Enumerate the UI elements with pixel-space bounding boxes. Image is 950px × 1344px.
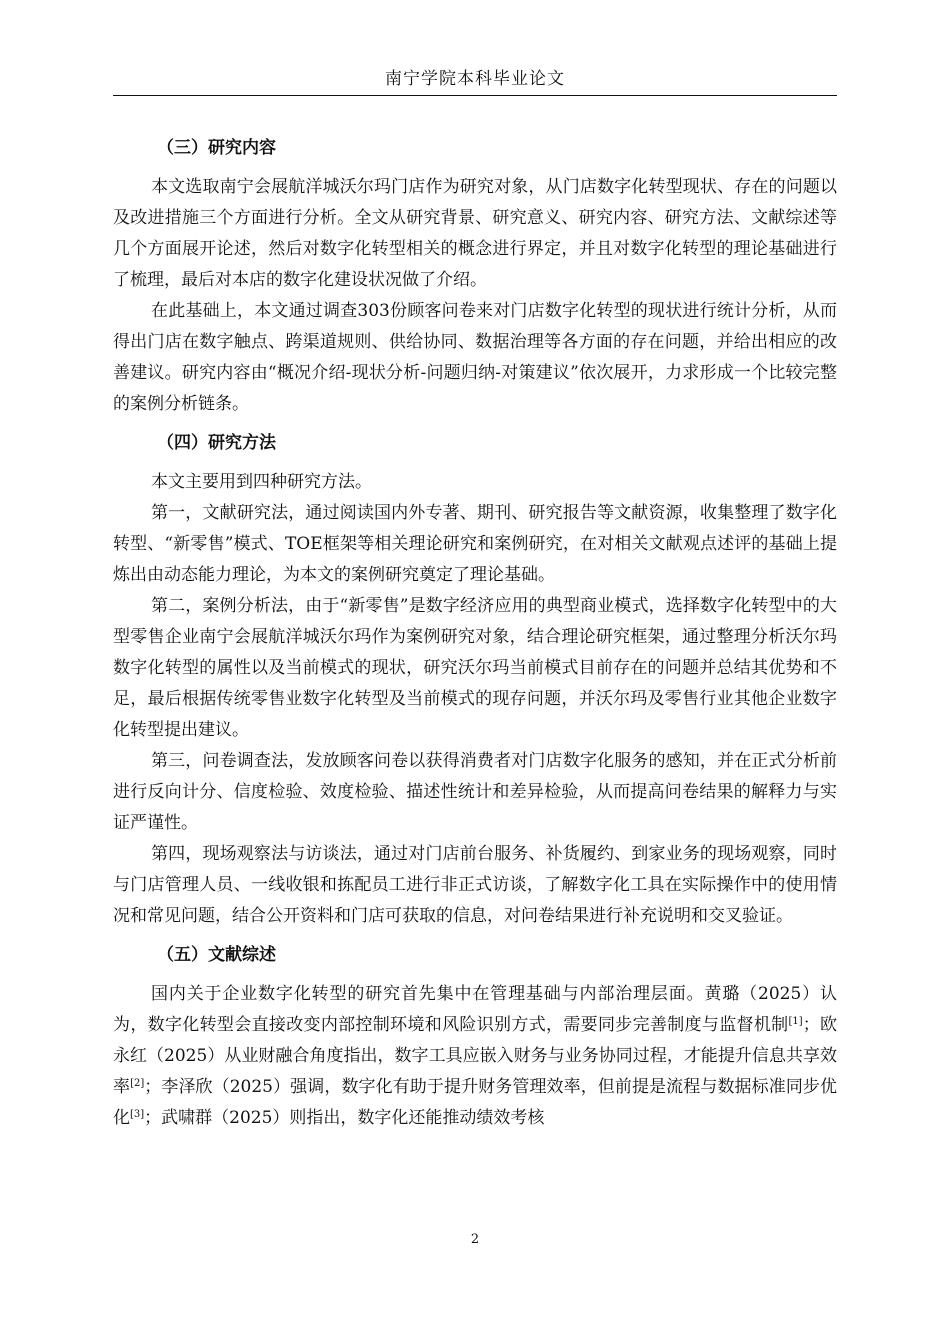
paragraph: 在此基础上，本文通过调查303份顾客问卷来对门店数字化转型的现状进行统计分析，从而得出门店在数字触点、跨渠道规则、供给协同、数据治理等各方面的存在问题，并给出相应的改善建议。研究内容由“概况介绍-现状分析-问题归纳-对策建议”依次展开，力求形成一个比较完整的案例分析链条。 (113, 301, 837, 414)
citation-ref: [3] (130, 1109, 145, 1120)
paragraph: 第二，案例分析法，由于“新零售”是数字经济应用的典型商业模式，选择数字化转型中的大型零售企业南宁会展航洋城沃尔玛作为案例研究对象，结合理论研究框架，通过整理分析沃尔玛数字化转型的属性以及当前模式的现状，研究沃尔玛当前模式目前存在的问题并总结其优势和不足，最后根据传统零售业数字化转型及当前模式的现存问题，并沃尔玛及零售行业其他企业数字化转型提出建议。 (113, 596, 837, 740)
citation-ref: [2] (130, 1078, 145, 1089)
paragraph-text: 国内关于企业数字化转型的研究首先集中在管理基础与内部治理层面。黄璐（2025）认为，数字化转型会直接改变内部控制环境和风险识别方式，需要同步完善制度与监督机制 (113, 984, 837, 1035)
paragraph: 第三，问卷调查法，发放顾客问卷以获得消费者对门店数字化服务的感知，并在正式分析前进行反向计分、信度检验、效度检验、描述性统计和差异检验，从而提高问卷结果的解释力与实证严谨性。 (113, 751, 837, 833)
paragraph-text: ；武啸群（2025）则指出，数字化还能推动绩效考核 (144, 1108, 545, 1128)
running-header: 南宁学院本科毕业论文 (385, 69, 565, 89)
page-number: 2 (470, 1232, 480, 1247)
paragraph-text: ；李泽欣（2025）强调，数字化有助于提升财务管理效率，但前提是流程与数据标准同步优化 (113, 1077, 837, 1128)
page-body (113, 133, 837, 1134)
paragraph: 第四，现场观察法与访谈法，通过对门店前台服务、补货履约、到家业务的现场观察，同时与门店管理人员、一线收银和拣配员工进行非正式访谈，了解数字化工具在实际操作中的使用情况和常见问题，结合公开资料和门店可获取的信息，对问卷结果进行补充说明和交叉验证。 (113, 844, 837, 926)
paragraph: 本文选取南宁会展航洋城沃尔玛门店作为研究对象，从门店数字化转型现状、存在的问题以及改进措施三个方面进行分析。全文从研究背景、研究意义、研究内容、研究方法、文献综述等几个方面展开论述，然后对数字化转型相关的概念进行界定，并且对数字化转型的理论基础进行了梳理，最后对本店的数字化建设状况做了介绍。 (113, 177, 837, 290)
section-heading-research-methods: （四）研究方法 (157, 433, 276, 453)
header-divider (113, 95, 837, 96)
section-heading-literature-review: （五）文献综述 (157, 945, 276, 965)
paragraph: 第一，文献研究法，通过阅读国内外专著、期刊、研究报告等文献资源，收集整理了数字化转型、“新零售”模式、TOE框架等相关理论研究和案例研究，在对相关文献观点述评的基础上提炼出由动态能力理论，为本文的案例研究奠定了理论基础。 (113, 503, 837, 585)
paragraph (113, 979, 837, 1134)
section-heading-research-content: （三）研究内容 (157, 138, 276, 158)
paragraph-text: ；欧永红（2025）从业财融合角度指出，数字工具应嵌入财务与业务协同过程，才能提升信息共享效率 (113, 1015, 838, 1097)
citation-ref: [1] (788, 1016, 803, 1027)
paragraph: 本文主要用到四种研究方法。 (151, 472, 372, 492)
